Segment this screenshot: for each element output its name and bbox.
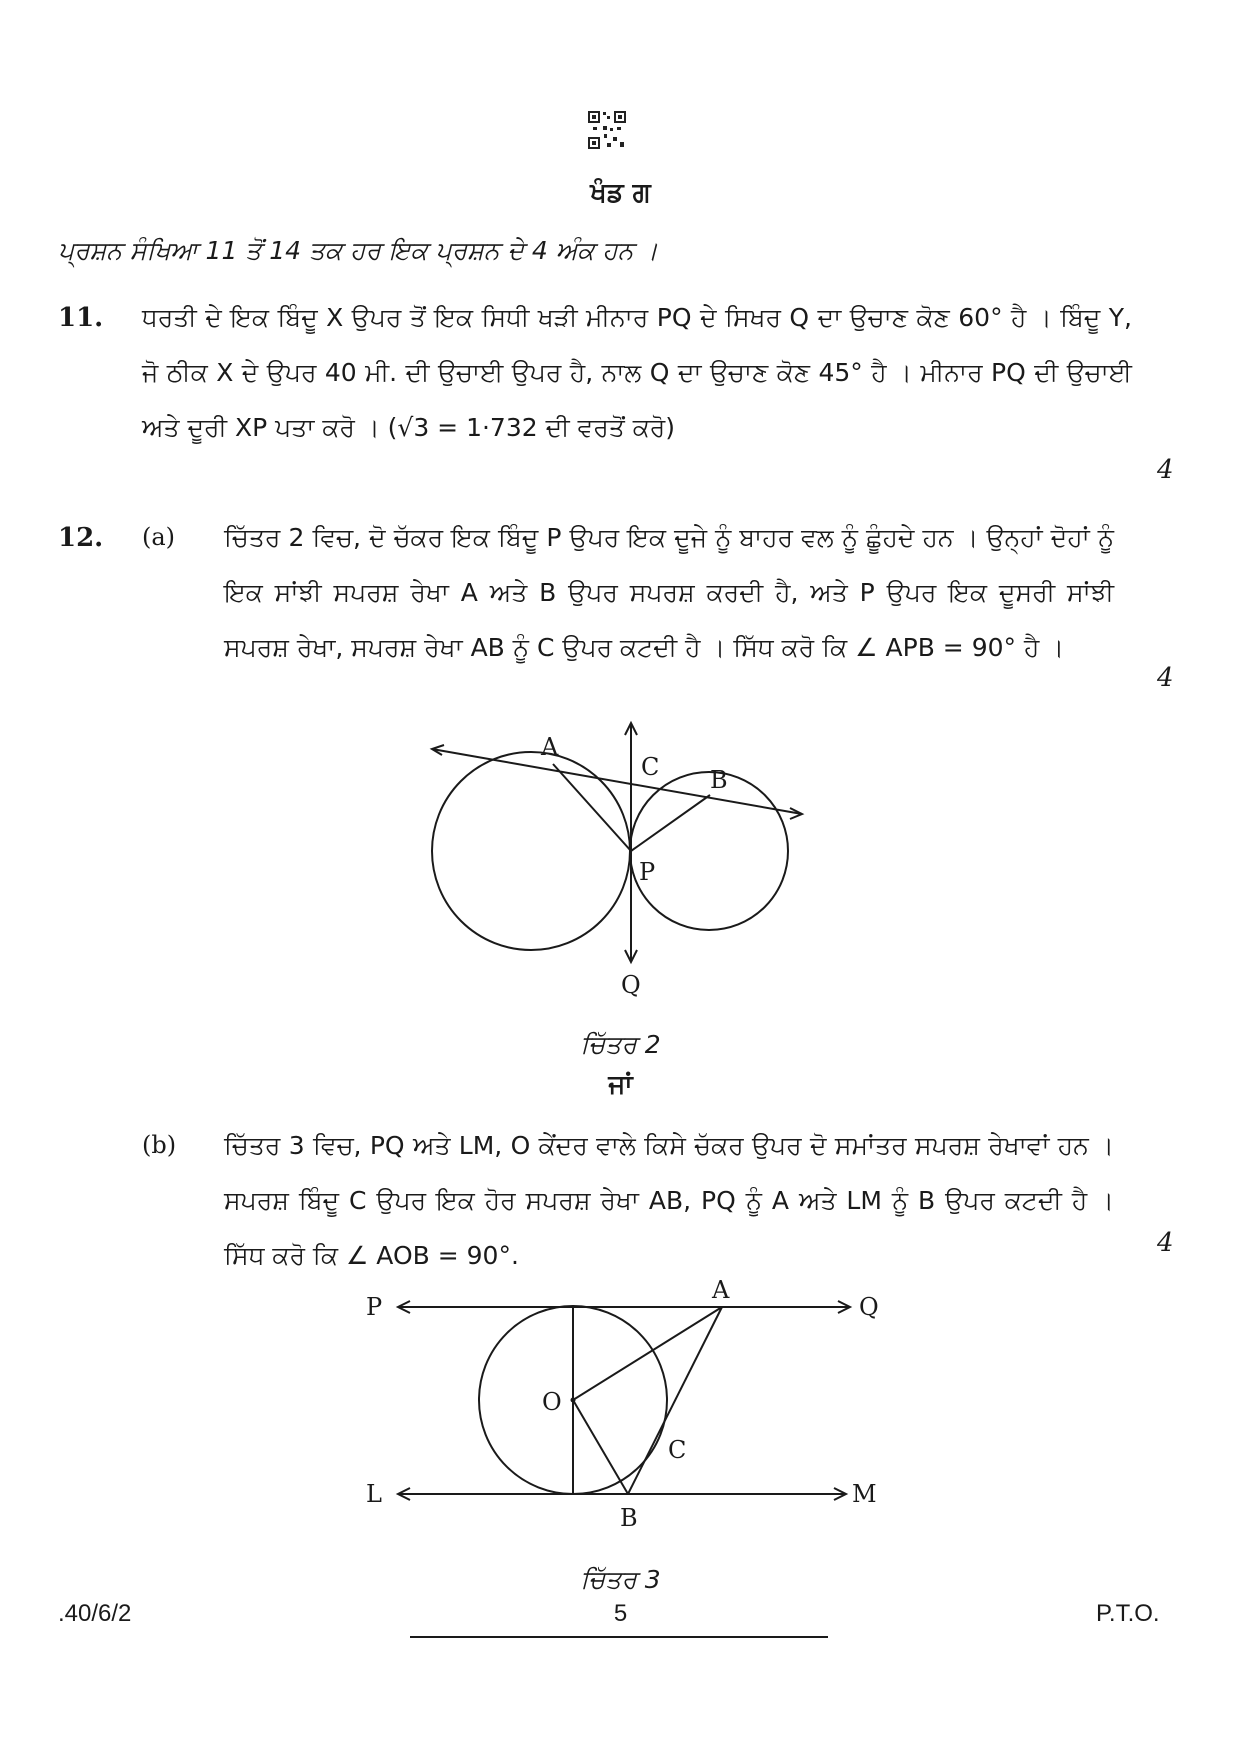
question-11-marks: 4 — [1157, 455, 1174, 485]
center-point — [571, 1398, 576, 1403]
segment-bp — [631, 795, 710, 851]
figure-3 — [350, 1280, 890, 1535]
label-c: C — [641, 753, 660, 781]
paper-code: .40/6/2 — [58, 1600, 132, 1627]
pto-label: P.T.O. — [1096, 1600, 1160, 1627]
label-a: A — [541, 733, 559, 761]
segment-ob — [573, 1400, 628, 1494]
label-p: P — [639, 858, 656, 886]
section-title: ਖੰਡ ਗ — [590, 178, 651, 208]
question-12a-marks: 4 — [1157, 663, 1174, 693]
label-l: L — [366, 1480, 382, 1508]
question-12a-text: ਚਿੱਤਰ 2 ਵਿਚ, ਦੋ ਚੱਕਰ ਇਕ ਬਿੰਦੂ P ਉਪਰ ਇਕ ਦੂਜੇ ਨੂੰ ਬਾਹਰ ਵਲ ਨੂੰ ਛੂੰਹਦੇ ਹਨ । ਉਨ੍ਹਾਂ ਦੋਹਾਂ ਨੂੰ ਇਕ ਸਾਂਝੀ ਸਪਰਸ਼ ਰੇਖਾ A ਅਤੇ B ਉਪਰ ਸਪਰਸ਼ ਕਰਦੀ ਹੈ, ਅਤੇ P ਉਪਰ ਇਕ ਦੂਸਰੀ ਸਾਂਝੀ ਸਪਰਸ਼ ਰੇਖਾ, ਸਪਰਸ਼ ਰੇਖਾ AB ਨੂੰ C ਉਪਰ ਕਟਦੀ ਹੈ । ਸਿੱਧ ਕਰੋ ਕਿ ∠ APB = 90° ਹੈ । — [224, 523, 1114, 662]
label-p: P — [366, 1293, 383, 1321]
figure-2 — [420, 715, 820, 1005]
figure-2-caption: ਚਿੱਤਰ 2 — [580, 1030, 661, 1059]
label-b: B — [620, 1504, 638, 1532]
question-11-text: ਧਰਤੀ ਦੇ ਇਕ ਬਿੰਦੂ X ਉਪਰ ਤੋਂ ਇਕ ਸਿਧੀ ਖੜੀ ਮੀਨਾਰ PQ ਦੇ ਸਿਖਰ Q ਦਾ ਉਚਾਣ ਕੋਣ 60° ਹੈ । ਬਿੰਦੂ Y, ਜੋ ਠੀਕ X ਦੇ ਉਪਰ 40 ਮੀ. ਦੀ ਉਚਾਈ ਉਪਰ ਹੈ, ਨਾਲ Q ਦਾ ਉਚਾਣ ਕੋਣ 45° ਹੈ । ਮੀਨਾਰ PQ ਦੀ ਉਚਾਈ ਅਤੇ ਦੂਰੀ XP ਪਤਾ ਕਰੋ । (√3 = 1·732 ਦੀ ਵਰਤੋਂ ਕਰੋ) — [142, 303, 1132, 442]
question-12b-marks: 4 — [1157, 1228, 1174, 1258]
question-12b-text: ਚਿੱਤਰ 3 ਵਿਚ, PQ ਅਤੇ LM, O ਕੇਂਦਰ ਵਾਲੇ ਕਿਸੇ ਚੱਕਰ ਉਪਰ ਦੋ ਸਮਾਂਤਰ ਸਪਰਸ਼ ਰੇਖਾਵਾਂ ਹਨ । ਸਪਰਸ਼ ਬਿੰਦੂ C ਉਪਰ ਇਕ ਹੋਰ ਸਪਰਸ਼ ਰੇਖਾ AB, PQ ਨੂੰ A ਅਤੇ LM ਨੂੰ B ਉਪਰ ਕਟਦੀ ਹੈ । ਸਿੱਧ ਕਰੋ ਕਿ ∠ AOB = 90°. — [224, 1131, 1114, 1270]
figure-3-caption: ਚਿੱਤਰ 3 — [580, 1565, 661, 1594]
label-q: Q — [621, 971, 641, 999]
question-12b-label: (b) — [142, 1131, 177, 1159]
label-m: M — [852, 1480, 877, 1508]
label-a: A — [712, 1280, 730, 1304]
page-number: 5 — [613, 1600, 628, 1627]
question-12-number: 12. — [58, 523, 104, 553]
large-circle — [432, 752, 630, 950]
label-b: B — [710, 766, 728, 794]
question-11-number: 11. — [58, 303, 104, 333]
label-o: O — [542, 1388, 562, 1416]
or-separator: ਜਾਂ — [608, 1070, 633, 1100]
qr-code — [587, 110, 627, 150]
label-q: Q — [859, 1293, 879, 1321]
section-instruction: ਪ੍ਰਸ਼ਨ ਸੰਖਿਆ 11 ਤੋਂ 14 ਤਕ ਹਰ ਇਕ ਪ੍ਰਸ਼ਨ ਦੇ 4 ਅੰਕ ਹਨ । — [58, 236, 658, 265]
question-12a-label: (a) — [142, 523, 176, 551]
footer-rule — [410, 1636, 828, 1638]
label-c: C — [668, 1436, 687, 1464]
